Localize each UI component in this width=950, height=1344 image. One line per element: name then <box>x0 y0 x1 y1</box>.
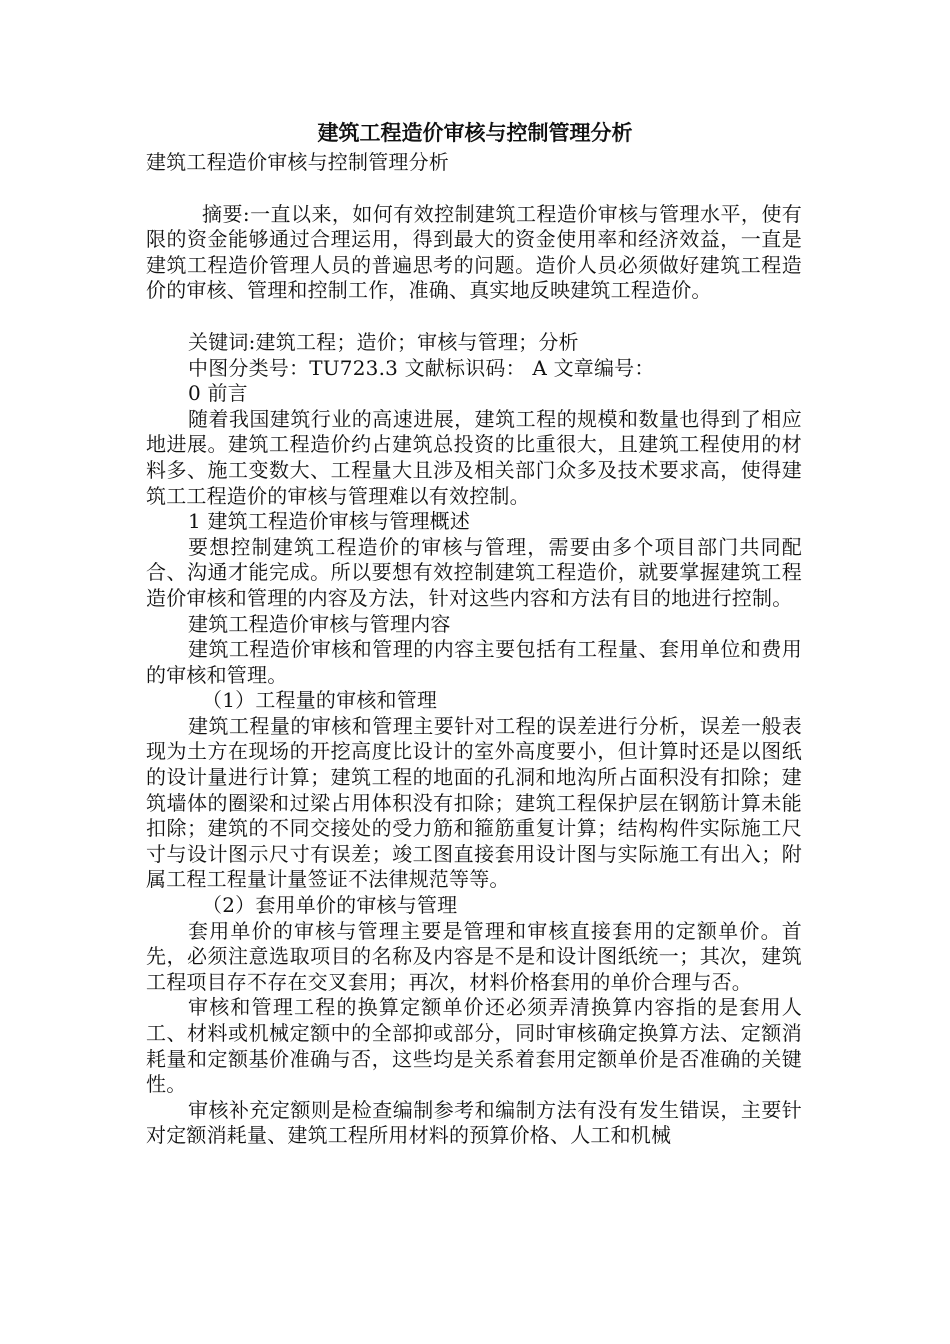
item-2-heading: （2）套用单价的审核与管理 <box>202 893 458 918</box>
item-1-paragraph: 建筑工程量的审核和管理主要针对工程的误差进行分析，误差一般表现为土方在现场的开挖高度比设计的室外高度要小，但计算时还是以图纸的设计量进行计算；建筑工程的地面的孔洞和地沟所占面积没有扣除；建筑墙体的圈梁和过梁占用体积没有扣除；建筑工程保护层在钢筋计算未能扣除；建筑的不同交接处的受力筋和箍筋重复计算；结构构件实际施工尺寸与设计图示尺寸有误差；竣工图直接套用设计图与实际施工有出入；附属工程工程量计量签证不法律规范等等。 <box>146 713 802 892</box>
section-1-subheading: 建筑工程造价审核与管理内容 <box>188 611 451 636</box>
document-body <box>146 150 802 1149</box>
item-2-paragraph-3: 审核补充定额则是检查编制参考和编制方法有没有发生错误，主要针对定额消耗量、建筑工程所用材料的预算价格、人工和机械 <box>146 1097 802 1148</box>
classification-line: 中图分类号：TU723.3 文献标识码： A 文章编号： <box>188 355 655 380</box>
keywords-line: 关键词:建筑工程；造价；审核与管理；分析 <box>188 329 579 354</box>
section-0-paragraph: 随着我国建筑行业的高速进展，建筑工程的规模和数量也得到了相应地进展。建筑工程造价约占建筑总投资的比重很大，且建筑工程使用的材料多、施工变数大、工程量大且涉及相关部门众多及技术要求高，使得建筑工工程造价的审核与管理难以有效控制。 <box>146 406 802 508</box>
document-title: 建筑工程造价审核与控制管理分析 <box>317 121 633 145</box>
item-2-paragraph-1: 套用单价的审核与管理主要是管理和审核直接套用的定额单价。首先，必须注意选取项目的名称及内容是不是和设计图纸统一；其次，建筑工程项目存不存在交叉套用；再次，材料价格套用的单价合理与否。 <box>146 918 802 994</box>
section-1-sub-paragraph: 建筑工程造价审核和管理的内容主要包括有工程量、套用单位和费用的审核和管理。 <box>146 637 802 687</box>
item-1-heading: （1）工程量的审核和管理 <box>202 688 438 713</box>
document-subtitle: 建筑工程造价审核与控制管理分析 <box>146 150 449 174</box>
spacer <box>146 304 802 330</box>
spacer <box>146 176 802 202</box>
item-2-paragraph-2: 审核和管理工程的换算定额单价还必须弄清换算内容指的是套用人工、材料或机械定额中的全部抑或部分，同时审核确定换算方法、定额消耗量和定额基价准确与否，这些均是关系着套用定额单价是否准确的关键性。 <box>146 995 802 1097</box>
section-1-heading: 1 建筑工程造价审核与管理概述 <box>188 509 471 534</box>
section-0-heading: 0 前言 <box>188 381 248 406</box>
section-1-paragraph: 要想控制建筑工程造价的审核与管理，需要由多个项目部门共同配合、沟通才能完成。所以要想有效控制建筑工程造价，就要掌握建筑工程造价审核和管理的内容及方法，针对这些内容和方法有目的地进行控制。 <box>146 534 802 610</box>
abstract-paragraph: 摘要:一直以来，如何有效控制建筑工程造价审核与管理水平，使有限的资金能够通过合理运用，得到最大的资金使用率和经济效益，一直是建筑工程造价管理人员的普遍思考的问题。造价人员必须做好建筑工程造价的审核、管理和控制工作，准确、真实地反映建筑工程造价。 <box>146 201 802 303</box>
